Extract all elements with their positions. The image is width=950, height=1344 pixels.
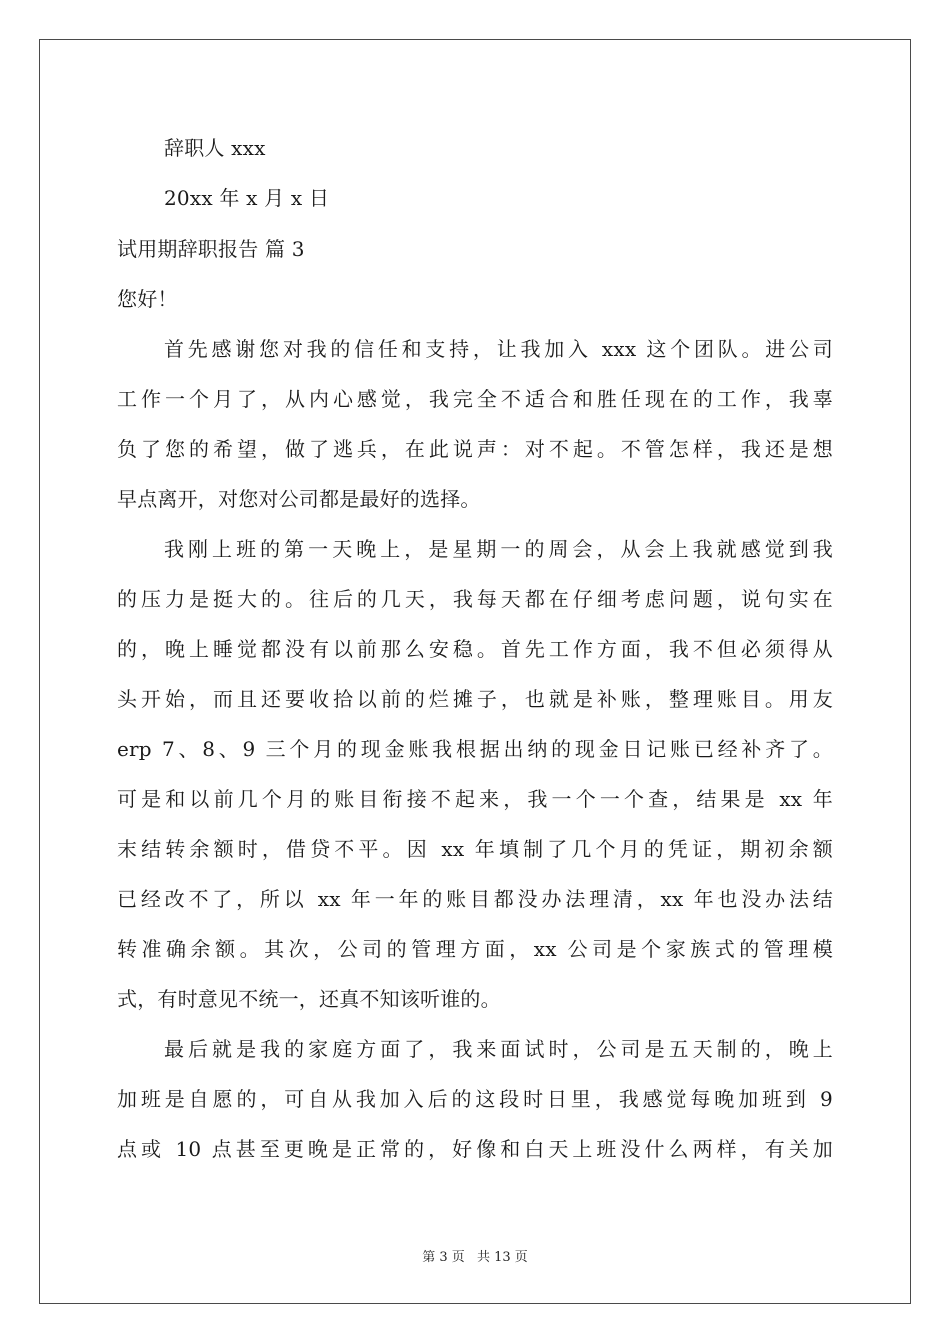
body-line: 末结转余额时，借贷不平。因 xx 年填制了几个月的凭证，期初余额 <box>117 837 833 861</box>
body-line: 加班是自愿的，可自从我加入后的这段时日里，我感觉每晚加班到 9 <box>117 1087 833 1111</box>
body-line: 的，晚上睡觉都没有以前那么安稳。首先工作方面，我不但必须得从 <box>117 637 833 661</box>
section-title: 试用期辞职报告 篇 3 <box>117 237 305 261</box>
greeting: 您好！ <box>117 287 178 311</box>
body-line: 的压力是挺大的。往后的几天，我每天都在仔细考虑问题，说句实在 <box>117 587 833 611</box>
body-line: 早点离开，对您对公司都是最好的选择。 <box>117 487 481 511</box>
body-line: 式，有时意见不统一，还真不知该听谁的。 <box>117 987 501 1011</box>
page-number-current: 第 3 页 <box>422 1250 465 1265</box>
body-line: 负了您的希望，做了逃兵，在此说声：对不起。不管怎样，我还是想 <box>117 437 833 461</box>
body-line: 点或 10 点甚至更晚是正常的，好像和白天上班没什么两样，有关加 <box>117 1137 833 1161</box>
body-line: 已经改不了，所以 xx 年一年的账目都没办法理清，xx 年也没办法结 <box>117 887 833 911</box>
body-line: 可是和以前几个月的账目衔接不起来，我一个一个查，结果是 xx 年 <box>117 787 833 811</box>
page-border <box>39 39 911 1304</box>
body-line: 首先感谢您对我的信任和支持，让我加入 xxx 这个团队。进公司 <box>164 337 833 361</box>
body-line: erp 7、8、9 三个月的现金账我根据出纳的现金日记账已经补齐了。 <box>117 737 833 761</box>
page-footer <box>0 1250 950 1266</box>
body-line: 最后就是我的家庭方面了，我来面试时，公司是五天制的，晚上 <box>164 1037 833 1061</box>
page-number-total: 共 13 页 <box>476 1250 528 1265</box>
body-line: 我刚上班的第一天晚上，是星期一的周会，从会上我就感觉到我 <box>164 537 833 561</box>
signature-date: 20xx 年 x 月 x 日 <box>164 186 330 210</box>
body-line: 转准确余额。其次，公司的管理方面，xx 公司是个家族式的管理模 <box>117 937 833 961</box>
body-line: 工作一个月了，从内心感觉，我完全不适合和胜任现在的工作，我辜 <box>117 387 833 411</box>
signature-name: 辞职人 xxx <box>164 136 266 160</box>
body-line: 头开始，而且还要收拾以前的烂摊子，也就是补账，整理账目。用友 <box>117 687 833 711</box>
